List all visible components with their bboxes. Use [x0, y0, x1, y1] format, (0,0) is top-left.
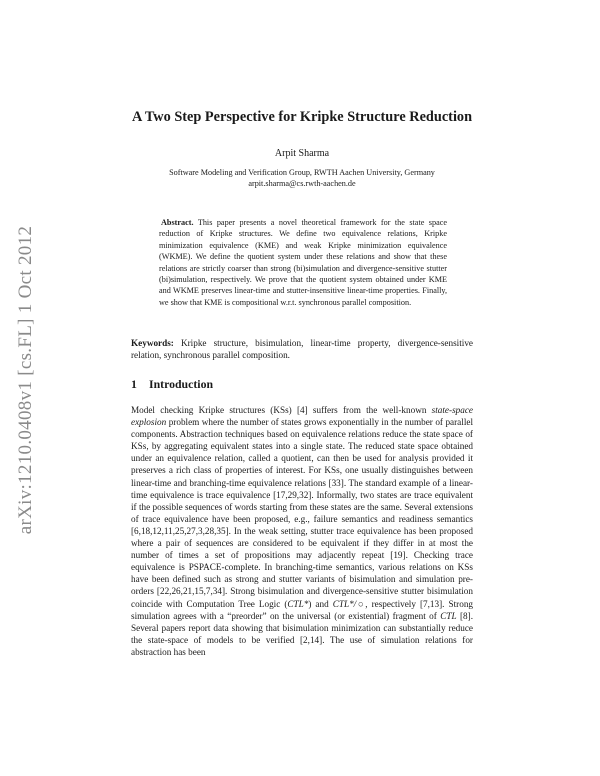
text-run-italic: state-space explosion: [131, 405, 473, 428]
keywords-label: Keywords:: [131, 338, 174, 348]
section-heading: [131, 377, 213, 392]
math-ctl-star: CTL*: [287, 598, 309, 609]
introduction-paragraph: [131, 404, 473, 658]
author-name: Arpit Sharma: [274, 148, 330, 159]
arxiv-sidebar: [8, 190, 44, 570]
math-ctl-star-next: CTL*/○: [332, 598, 366, 609]
abstract-label: Abstract.: [161, 218, 194, 227]
section-title: Introduction: [149, 377, 214, 391]
author-email: arpit.sharma@cs.rwth-aachen.de: [248, 178, 356, 188]
math-ctl: CTL: [440, 610, 457, 621]
paper-title: A Two Step Perspective for Kripke Structure Reduction: [131, 109, 473, 125]
affiliation: [131, 168, 473, 189]
text-run: ) and: [308, 598, 333, 609]
text-run: problem where the number of states grows exponentially in the number of parallel components. Abstraction techniques based on equivalence relations reduce the state space of KSs, by aggregating equivalent states into a single state. The reduced state space obtained under an equivalence relation, called a quotient, can then be used for analysis provided it preserves a rich class of properties of interest. For KSs, one usually distinguishes between linear-time and branching-time equivalence relations [33]. The standard example of a linear-time equivalence is trace equivalence [17,29,32]. Informally, two states are trace equivalent if the possible sequences of words starting from these states are the same. Several extensions of trace equivalence have been proposed, e.g., failure semantics and readiness semantics [6,18,12,11,25,27,3,28,35]. In the weak setting, stutter trace equivalence has been proposed where a pair of sequences are considered to be equivalent if they differ in at most the number of times a set of propositions may adjacently repeat [19]. Checking trace equivalence is PSPACE-complete. In branching-time semantics, various relations on KSs have been defined such as strong and stutter variants of bisimulation and simulation pre-orders [22,26,21,15,7,34]. Strong bisimulation and divergence-sensitive stutter bisimulation coincide with Computation Tree Logic (: [131, 417, 473, 609]
arxiv-identifier: arXiv:1210.0408v1 [cs.FL] 1 Oct 2012: [15, 225, 36, 535]
keywords: [131, 337, 473, 362]
text-run: Model checking Kripke structures (KSs) [4] suffers from the well-known: [131, 405, 432, 415]
abstract: [159, 217, 447, 308]
keywords-text: Kripke structure, bisimulation, linear-time property, divergence-sensitive relation, synchronous parallel composition.: [131, 338, 473, 361]
affiliation-institution: Software Modeling and Verification Group, RWTH Aachen University, Germany: [169, 168, 435, 177]
abstract-text: This paper presents a novel theoretical framework for the state space reduction of Kripke structures. We define two equivalence relations, Kripke minimization equivalence (KME) and weak Kripke minimization equivalence (WKME). We define the quotient system under these relations and show that these relations are strictly coarser than strong (bi)simulation and divergence-sensitive stutter (bi)simulation, respectively. We prove that the quotient system obtained under KME and WKME preserves linear-time and stutter-insensitive linear-time properties. Finally, we show that KME is compositional w.r.t. synchronous parallel composition.: [159, 218, 447, 307]
text-run: , respectively [7,13]. Strong simulation agrees with a “preorder” on the universal (or existential) fragment of: [131, 598, 474, 621]
text-run: [8]. Several papers report data showing that bisimulation minimization can substantially reduce the state-space of models to be verified [2,14]. The use of simulation relations for abstraction has been: [131, 610, 473, 657]
section-number: 1: [131, 377, 137, 391]
